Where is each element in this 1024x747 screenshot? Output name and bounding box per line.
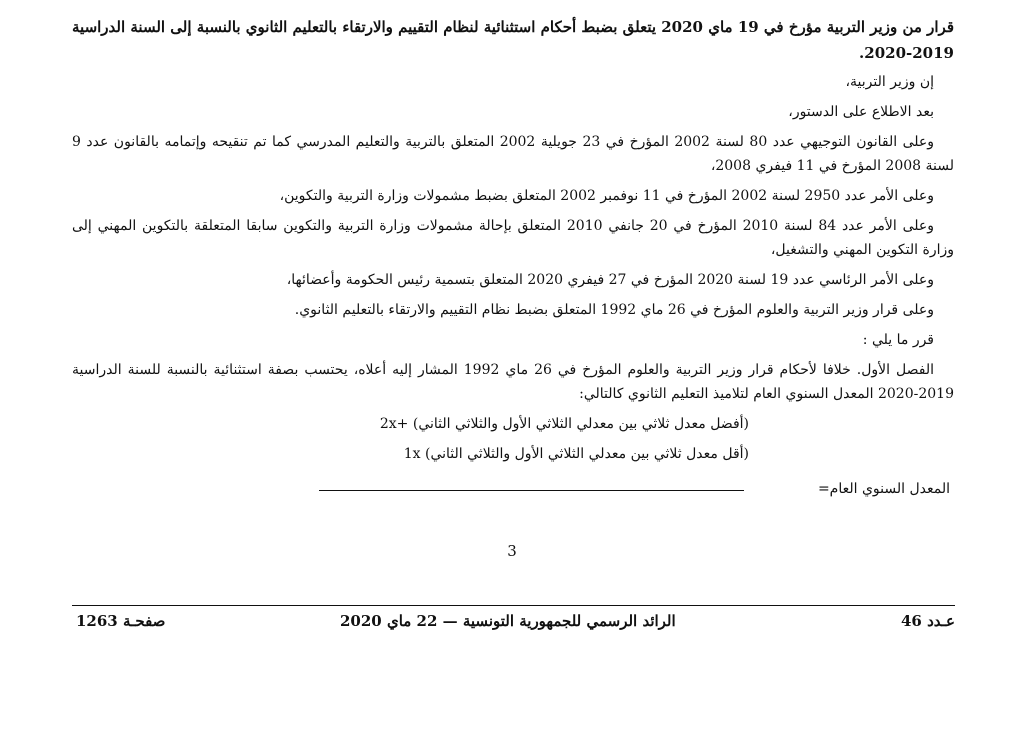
preamble-presidential-decree: وعلى الأمر الرئاسي عدد 19 لسنة 2020 المؤرخ في 27 فيفري 2020 المتعلق بتسمية رئيس الحكومة وأعضائها،: [286, 272, 934, 288]
formula-lowest-term-coef: 1x: [403, 446, 421, 462]
preamble-decree-84: وعلى الأمر عدد 84 لسنة 2010 المؤرخ في 20 جانفي 2010 المتعلق بإحالة مشمولات وزارة التربية والتكوين سابقا المتعلقة بالتكوين المهني إلى وزارة التكوين المهني والتشغيل،: [72, 218, 954, 258]
footer-divider: [72, 605, 955, 606]
formula-lowest-term-row: [404, 442, 749, 466]
footer-issue-number: عـدد 46: [901, 612, 955, 630]
formula-best-term-text: (أفضل معدل ثلاثي بين معدلي الثلاثي الأول والثلاثي الثاني): [412, 416, 749, 432]
formula-denominator: 3: [507, 542, 517, 560]
article-one: الفصل الأول. خلافا لأحكام قرار وزير التربية والعلوم المؤرخ في 26 ماي 1992 المشار إليه أعلاه، يحتسب بصفة استثنائية بالنسبة للسنة الدراسية 2019-2020 المعدل السنوي العام لتلاميذ التعليم الثانوي كالتالي:: [72, 362, 954, 402]
fraction-bar: [319, 490, 744, 491]
preamble-orientation-law: وعلى القانون التوجيهي عدد 80 لسنة 2002 المؤرخ في 23 جويلية 2002 المتعلق بالتربية والتعليم المدرسي كما تم تنقيحه وإتمامه بالقانون عدد 9 لسنة 2008 المؤرخ في 11 فيفري 2008،: [72, 134, 954, 174]
formula-lowest-term-text: (أقل معدل ثلاثي بين معدلي الثلاثي الأول والثلاثي الثاني): [425, 446, 749, 462]
preamble-decree-2950: وعلى الأمر عدد 2950 لسنة 2002 المؤرخ في 11 نوفمبر 2002 المتعلق بضبط مشمولات وزارة التربية والتكوين،: [279, 188, 934, 204]
annual-average-formula: [72, 412, 954, 502]
footer-journal-title: الرائد الرسمي للجمهورية التونسية — 22 ماي 2020: [340, 612, 676, 630]
decree-title: قرار من وزير التربية مؤرخ في 19 ماي 2020 يتعلق بضبط أحكام استثنائية لنظام التقييم والارتقاء بالتعليم الثانوي بالنسبة إلى السنة الدراسية 2019-2020.: [72, 18, 954, 62]
preamble-ministerial-order: وعلى قرار وزير التربية والعلوم المؤرخ في 26 ماي 1992 المتعلق بضبط نظام التقييم والارتقاء بالتعليم الثانوي.: [294, 302, 934, 318]
footer-page-number: صفحـة 1263: [76, 612, 166, 630]
formula-result-label: المعدل السنوي العام=: [817, 481, 950, 497]
preamble-minister: إن وزير التربية،: [845, 74, 934, 90]
decree-body: [72, 14, 954, 502]
decision-heading: قرر ما يلي :: [862, 332, 934, 348]
formula-best-term-row: [380, 412, 749, 436]
page-footer: [72, 612, 955, 638]
preamble-constitution: بعد الاطلاع على الدستور،: [788, 104, 934, 120]
formula-best-term-coef: 2x+: [379, 416, 409, 432]
